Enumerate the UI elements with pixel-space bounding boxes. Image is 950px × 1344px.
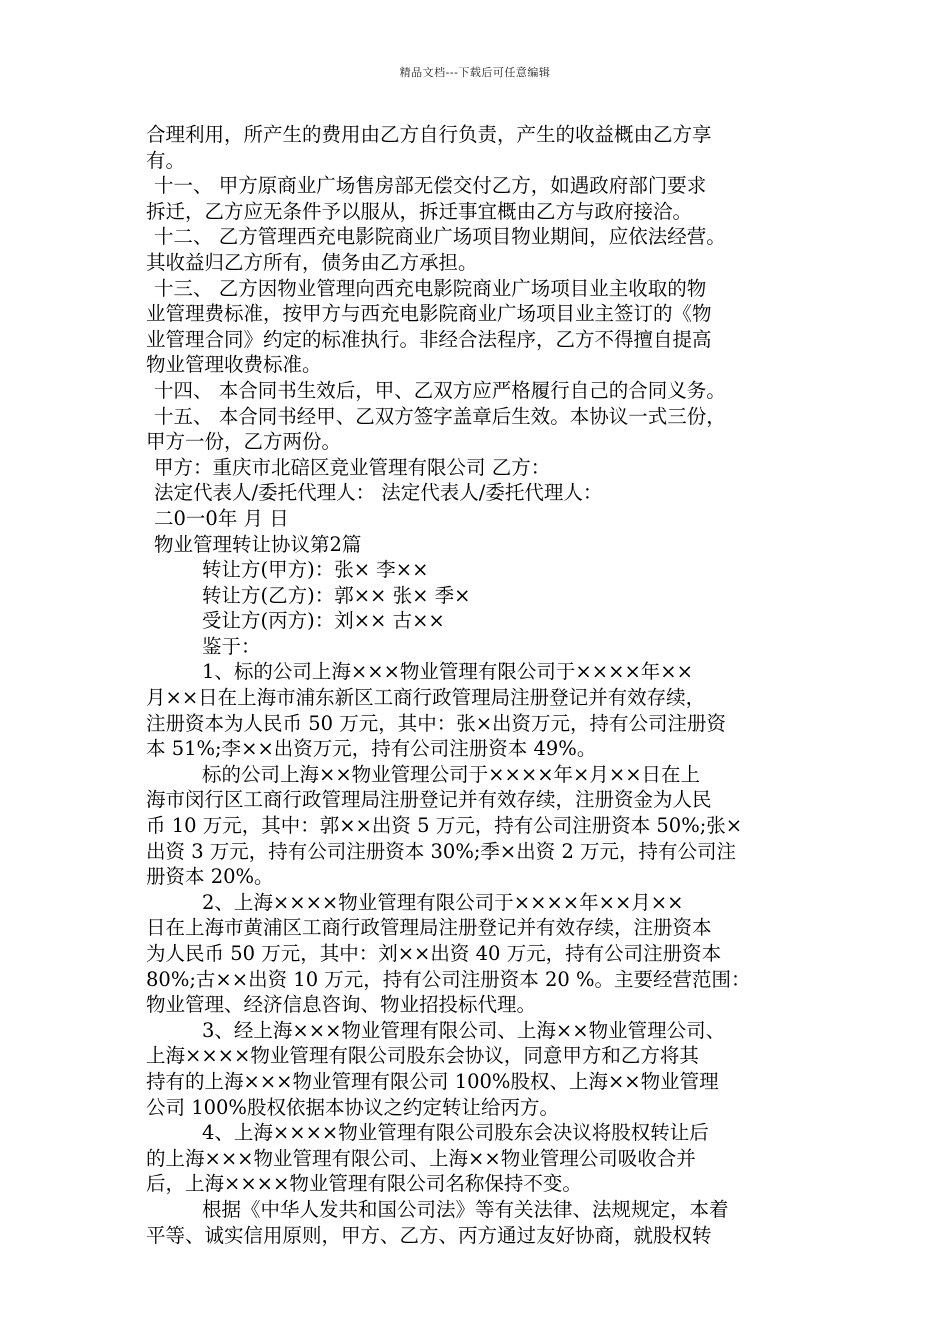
text-line: 鉴于：	[202, 634, 261, 658]
text-line: 为人民币 50 万元，其中：刘××出资 40 万元，持有公司注册资本	[146, 942, 722, 965]
text-line: 1、标的公司上海×××物业管理有限公司于××××年××	[202, 660, 693, 684]
text-line: 业管理费标准，按甲方与西充电影院商业广场项目业主签订的《物	[146, 302, 712, 326]
text-line: 拆迁，乙方应无条件予以服从，拆迁事宜概由乙方与政府接洽。	[146, 199, 693, 223]
text-line: 其收益归乙方所有，债务由乙方承担。	[146, 250, 478, 274]
text-line: 平等、诚实信用原则，甲方、乙方、丙方通过友好协商，就股权转	[146, 1223, 712, 1247]
text-line: 十二、 乙方管理西充电影院商业广场项目物业期间，应依法经营。	[154, 225, 726, 249]
text-line: 根据《中华人发共和国公司法》等有关法律、法规规定，本着	[202, 1197, 729, 1221]
text-line: 十四、 本合同书生效后，甲、乙双方应严格履行自己的合同义务。	[154, 378, 726, 402]
text-line: 转让方(乙方)：郭×× 张× 季×	[202, 583, 471, 607]
text-line: 二0一0年 月 日	[154, 506, 289, 530]
text-line: 业管理合同》约定的标准执行。非经合法程序，乙方不得擅自提高	[146, 327, 712, 351]
text-line: 转让方(甲方)：张× 李××	[202, 558, 429, 582]
text-line: 受让方(丙方)：刘×× 古××	[202, 609, 445, 633]
text-line: 有。	[146, 148, 186, 172]
text-line: 法定代表人/委托代理人： 法定代表人/委托代理人：	[154, 481, 603, 505]
text-line: 出资 3 万元，持有公司注册资本 30%;季×出资 2 万元，持有公司注	[146, 839, 737, 863]
text-line: 币 10 万元，其中：郭××出资 5 万元，持有公司注册资本 50%;张×	[146, 814, 743, 838]
text-line: 物业管理转让协议第2篇	[154, 532, 362, 556]
text-line: 甲方一份，乙方两份。	[146, 430, 342, 454]
text-line: 的上海×××物业管理有限公司、上海××物业管理公司吸收合并	[146, 1146, 696, 1170]
text-line: 80%;古××出资 10 万元，持有公司注册资本 20 %。主要经营范围：	[146, 967, 751, 991]
text-line: 持有的上海×××物业管理有限公司 100%股权、上海××物业管理	[146, 1069, 719, 1093]
text-line: 3、经上海×××物业管理有限公司、上海××物业管理公司、	[202, 1018, 726, 1042]
text-line: 日在上海市黄浦区工商行政管理局注册登记并有效存续，注册资本	[146, 916, 712, 940]
page-header: 精品文档---下载后可任意编辑	[399, 66, 551, 79]
text-line: 册资本 20%。	[146, 865, 274, 889]
text-line: 本 51%;李××出资万元，持有公司注册资本 49%。	[146, 737, 597, 761]
text-line: 月××日在上海市浦东新区工商行政管理局注册登记并有效存续，	[146, 686, 706, 710]
text-line: 合理利用，所产生的费用由乙方自行负责，产生的收益概由乙方享	[146, 123, 712, 146]
text-line: 甲方：重庆市北碚区竞业管理有限公司 乙方：	[154, 455, 551, 479]
text-line: 海市闵行区工商行政管理局注册登记并有效存续，注册资金为人民	[146, 788, 712, 812]
text-line: 2、上海××××物业管理有限公司于××××年××月××	[202, 890, 684, 914]
text-line: 后，上海××××物业管理有限公司名称保持不变。	[146, 1172, 582, 1196]
text-line: 注册资本为人民币 50 万元，其中：张×出资万元，持有公司注册资	[146, 711, 727, 735]
text-line: 物业管理收费标准。	[146, 353, 322, 377]
text-line: 物业管理、经济信息咨询、物业招投标代理。	[146, 993, 537, 1017]
text-line: 十五、 本合同书经甲、乙双方签字盖章后生效。本协议一式三份，	[154, 404, 726, 428]
text-line: 上海××××物业管理有限公司股东会协议，同意甲方和乙方将其	[146, 1044, 699, 1068]
text-line: 十一、 甲方原商业广场售房部无偿交付乙方，如遇政府部门要求	[154, 174, 707, 198]
text-line: 公司 100%股权依据本协议之约定转让给丙方。	[146, 1095, 559, 1119]
text-line: 十三、 乙方因物业管理向西充电影院商业广场项目业主收取的物	[154, 276, 707, 300]
text-line: 标的公司上海××物业管理公司于××××年×月××日在上	[202, 762, 701, 786]
document-body	[146, 122, 816, 1248]
text-line: 4、上海××××物业管理有限公司股东会决议将股权转让后	[202, 1121, 709, 1145]
